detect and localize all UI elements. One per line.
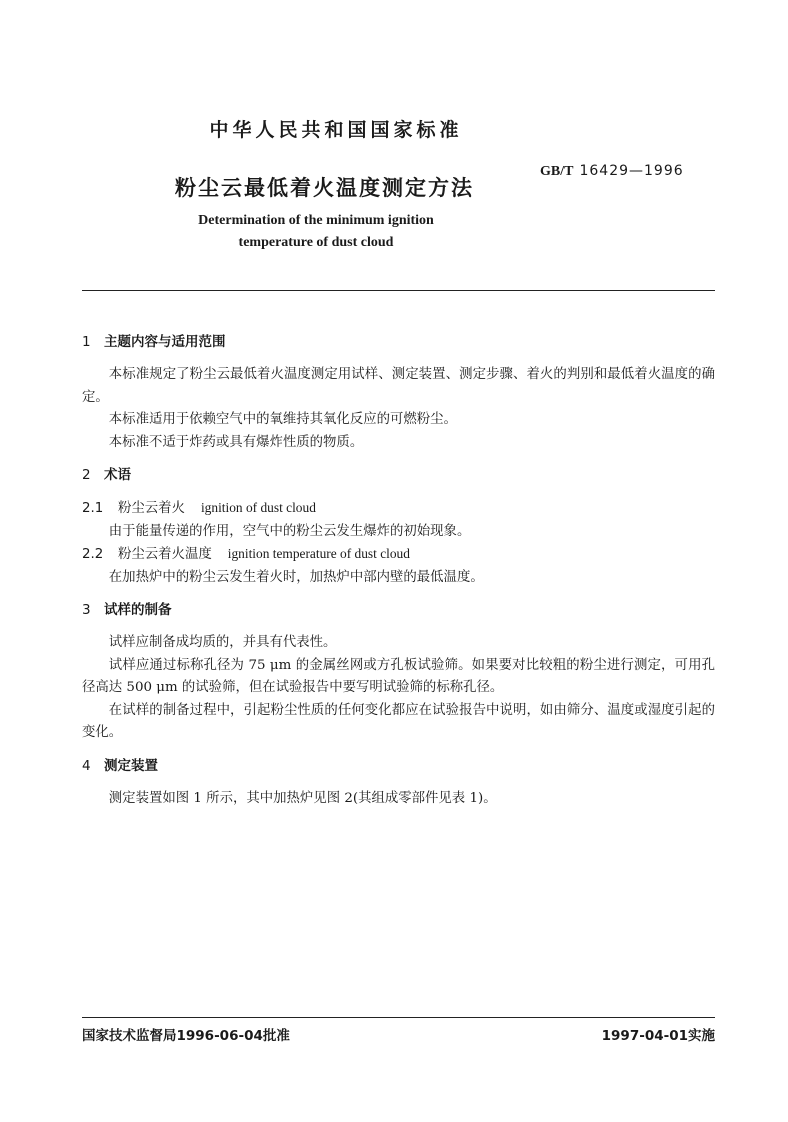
term-zh: 粉尘云着火温度 xyxy=(118,547,212,563)
paragraph: 测定装置如图 1 所示，其中加热炉见图 2(其组成零部件见表 1)。 xyxy=(108,790,497,806)
term-number: 2.1 xyxy=(82,501,104,517)
term-en: ignition temperature of dust cloud xyxy=(227,546,410,562)
section-heading-1 xyxy=(82,331,715,353)
section-number: 4 xyxy=(82,757,91,774)
paragraph: 在试样的制备过程中，引起粉尘性质的任何变化都应在试验报告中说明，如由筛分、温度或湿度引起的变化。 xyxy=(82,702,715,741)
code-number: 16429—1996 xyxy=(579,163,684,179)
document-title-zh: 粉尘云最低着火温度测定方法 xyxy=(175,176,474,200)
section-title: 主题内容与适用范围 xyxy=(104,334,226,350)
section-number: 1 xyxy=(82,334,91,350)
paragraph: 试样应通过标称孔径为 75 μm 的金属丝网或方孔板试验筛。如果要对比较粗的粉尘进行测定，可用孔径高达 500 μm 的试验筛，但在试验报告中要写明试验筛的标称孔径。 xyxy=(82,657,715,696)
footer-divider xyxy=(82,1017,715,1018)
term-zh: 粉尘云着火 xyxy=(118,501,185,517)
paragraph: 本标准不适于炸药或具有爆炸性质的物质。 xyxy=(108,434,364,450)
section-title: 测定装置 xyxy=(104,757,158,774)
code-prefix: GB/T xyxy=(540,164,574,179)
term-2-2 xyxy=(82,543,715,566)
section-heading-4 xyxy=(82,755,715,777)
section-title: 术语 xyxy=(104,467,131,484)
standard-code xyxy=(540,163,684,180)
term-en: ignition of dust cloud xyxy=(200,500,316,516)
term-definition: 由于能量传递的作用，空气中的粉尘云发生爆炸的初始现象。 xyxy=(108,523,471,539)
paragraph: 本标准规定了粉尘云最低着火温度测定用试样、测定装置、测定步骤、着火的判别和最低着火温度的确定。 xyxy=(82,367,715,405)
section-number: 2 xyxy=(82,467,91,484)
effective-date: 1997-04-01实施 xyxy=(601,1028,715,1044)
term-2-1 xyxy=(82,497,715,520)
section-title: 试样的制备 xyxy=(104,602,172,619)
paragraph: 试样应制备成均质的，并具有代表性。 xyxy=(108,635,337,651)
term-definition: 在加热炉中的粉尘云发生着火时，加热炉中部内壁的最低温度。 xyxy=(108,569,484,585)
document-body xyxy=(82,331,715,810)
document-title-en-line2: temperature of dust cloud xyxy=(238,235,394,250)
paragraph: 本标准适用于依赖空气中的氧维持其氧化反应的可燃粉尘。 xyxy=(108,412,457,428)
header-divider xyxy=(82,290,715,291)
section-number: 3 xyxy=(82,602,91,619)
document-title-en-line1: Determination of the minimum ignition xyxy=(198,213,434,228)
section-heading-2 xyxy=(82,464,715,486)
approval-date: 国家技术监督局1996-06-04批准 xyxy=(82,1028,290,1044)
standard-body-heading: 中华人民共和国国家标准 xyxy=(209,119,463,141)
term-number: 2.2 xyxy=(82,547,104,563)
section-heading-3 xyxy=(82,599,715,621)
